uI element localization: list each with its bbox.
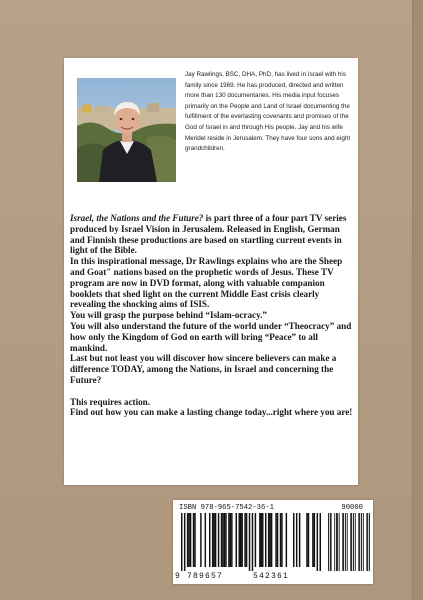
barcode-bar <box>308 513 309 567</box>
barcode-bar <box>187 513 188 567</box>
barcode-bar <box>339 513 340 571</box>
barcode-bar <box>343 513 344 571</box>
barcode-bar <box>312 513 313 567</box>
barcode-bar <box>218 513 219 567</box>
barcode-bar <box>353 513 354 571</box>
barcode-bar <box>215 513 216 567</box>
barcode-bar <box>262 513 263 567</box>
barcode-bar <box>222 513 223 567</box>
barcode-bar <box>331 513 332 571</box>
supplement-barcode-bars <box>328 513 370 571</box>
barcode-bar <box>347 513 348 571</box>
barcode-bar <box>351 513 352 571</box>
barcode-bar <box>238 513 239 567</box>
barcode-bar <box>358 513 359 571</box>
barcode-bar <box>345 513 346 571</box>
barcode-bar <box>181 513 182 571</box>
barcode-bar <box>337 513 338 571</box>
barcode-bar <box>269 513 270 567</box>
barcode-bar <box>241 513 242 567</box>
barcode-bar <box>350 513 351 571</box>
barcode-bar <box>225 513 226 567</box>
description-paragraph-7: Find out how you can make a lasting change today...right where you are! <box>70 407 353 418</box>
isbn-label-row <box>179 504 367 512</box>
barcode-bar <box>296 513 297 567</box>
author-photo <box>77 78 176 182</box>
barcode-bar <box>281 513 282 567</box>
barcode-bar <box>277 513 278 567</box>
barcode-bar <box>252 513 253 571</box>
barcode-bar <box>361 513 362 571</box>
barcode-bar <box>286 513 287 567</box>
barcode-bar <box>328 513 329 571</box>
barcode-bar <box>299 513 300 567</box>
barcode-bar <box>194 513 195 567</box>
description <box>70 213 354 418</box>
barcode-bar <box>228 513 229 567</box>
barcode-bar <box>271 513 272 567</box>
author-photo-image <box>77 78 176 182</box>
barcode-bar <box>244 513 245 567</box>
isbn-label: ISBN 978-965-7542-36-1 <box>179 504 274 512</box>
barcode-bar <box>265 513 266 567</box>
barcode-bar <box>355 513 356 571</box>
barcode-bar <box>293 513 294 567</box>
barcode-bar <box>221 513 222 567</box>
barcode-bar <box>200 513 201 567</box>
cover-edge <box>412 0 423 600</box>
barcode-bar <box>212 513 213 567</box>
barcode-bar <box>184 513 185 571</box>
barcode-bar <box>261 513 262 567</box>
description-paragraph-5: Last but not least you will discover how sincere believers can make a difference TODAY, among the Nations, in Israel and concerning the Future? <box>70 353 337 385</box>
barcode-digits <box>173 572 333 582</box>
barcode-bar <box>205 513 206 567</box>
barcode-bar <box>213 513 214 567</box>
barcode-bar <box>209 513 210 567</box>
barcode-bar <box>275 513 276 567</box>
barcode-bar <box>366 513 367 571</box>
barcode-bar <box>231 513 232 567</box>
barcode-bar <box>363 513 364 571</box>
barcode-bar <box>334 513 335 571</box>
isbn-barcode <box>173 500 373 584</box>
barcode-bar <box>268 513 269 567</box>
barcode-bar <box>230 513 231 567</box>
barcode-digit-first: 9 <box>175 572 180 581</box>
barcode-bar <box>190 513 191 567</box>
barcode-bar <box>369 513 370 571</box>
barcode-bar <box>342 513 343 571</box>
description-paragraph-1: Israel, the Nations and the Future? is part three of a four part TV series produced by Israel Vision in Jerusalem. Released in English, German and Finnish these productions are based on startling current events in light of the Bible. <box>70 213 347 256</box>
barcode-bar <box>314 513 315 567</box>
book-title: Israel, the Nations and the Future? <box>70 213 204 223</box>
barcode-bar <box>330 513 331 571</box>
barcode-bar <box>359 513 360 571</box>
barcode-bar <box>246 513 247 567</box>
barcode-bar <box>255 513 256 567</box>
barcode-bar <box>224 513 225 567</box>
content-panel <box>64 58 358 485</box>
ean13-barcode-bars <box>181 513 321 571</box>
barcode-bar <box>306 513 307 567</box>
description-paragraph-6: This requires action. <box>70 396 151 407</box>
barcode-bar <box>367 513 368 571</box>
barcode-bar <box>259 513 260 567</box>
barcode-bar <box>240 513 241 567</box>
barcode-bar <box>193 513 194 567</box>
paragraph-gap <box>70 386 354 397</box>
barcode-bar <box>317 513 318 571</box>
description-paragraph-4: You will also understand the future of the world under “Theocracy” and how only the Kingdom of God on earth will bring “Peace” to all mankind. <box>70 320 352 353</box>
description-paragraph-2: In this inspirational message, Dr Rawlings explains who are the Sheep and Goat" nations based on the prophetic words of Jesus. These TV program are now in DVD format, along with valuable companion booklets that shed light on the current Middle East crisis clearly revealing the shocking aims of ISIS. <box>70 256 343 310</box>
isbn-supplement-label: 90000 <box>341 504 363 512</box>
author-bio: Jay Rawlings, BSC, DHA, PhD, has lived in Israel with his family since 1969. He has produced, directed and written more than 130 documentaries. His media input focuses primarily on the People and Land of Israel documenting the fulfillment of the everlasting covenants and promises of the God of Israel in and through His people. Jay and his wife Meridel reside in Jerusalem. They have four sons and eight grandchildren. <box>185 71 351 153</box>
barcode-bar <box>336 513 337 571</box>
barcode-bar <box>236 513 237 567</box>
barcode-bar <box>280 513 281 567</box>
barcode-bar <box>249 513 250 571</box>
description-paragraph-3: You will grasp the purpose behind “Islam-ocracy.” <box>70 310 267 321</box>
barcode-bar <box>188 513 189 567</box>
barcode-digits-right: 542361 <box>253 572 290 581</box>
barcode-bar <box>320 513 321 571</box>
barcode-digits-left: 789657 <box>187 572 224 581</box>
